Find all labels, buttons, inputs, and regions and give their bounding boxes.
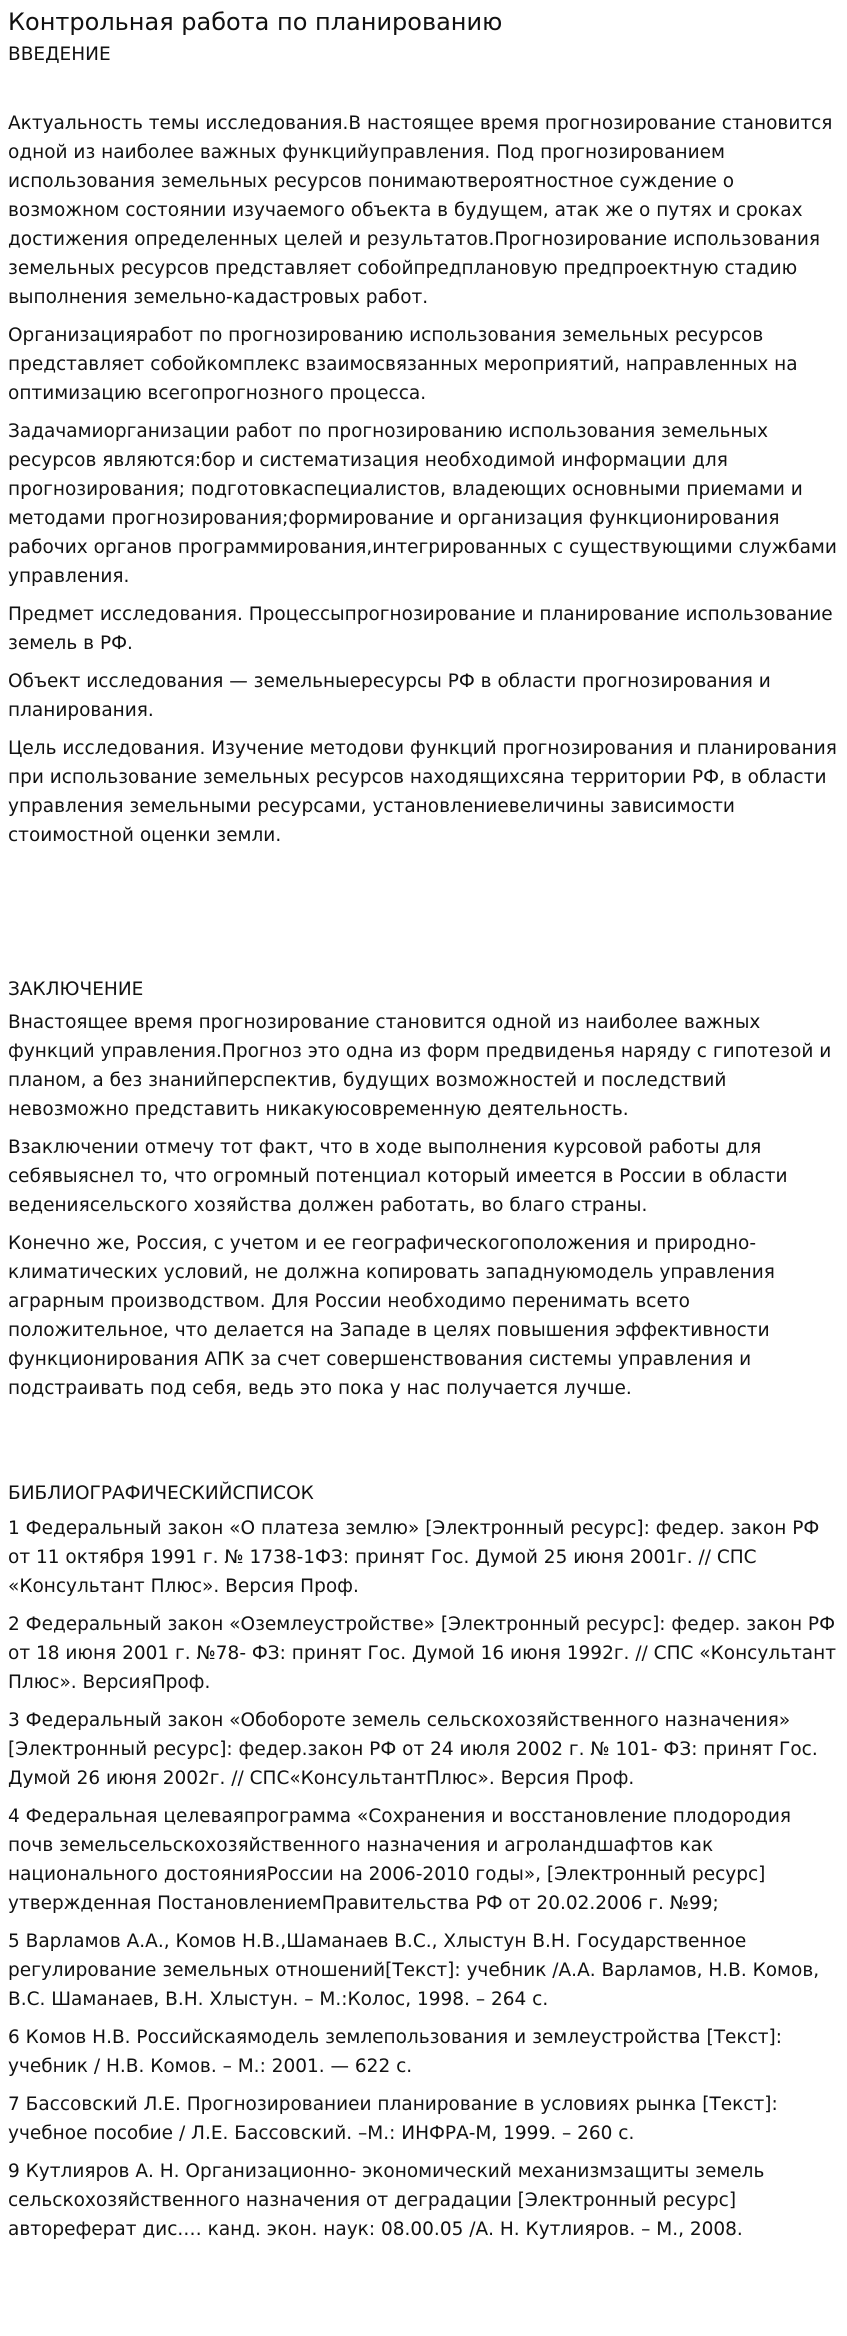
bibliography-heading: БИБЛИОГРАФИЧЕСКИЙСПИСОК xyxy=(8,1483,314,1504)
section-spacer xyxy=(8,1412,839,1479)
bibliography-item: 4 Федеральная целеваяпрограмма «Сохранения и восстановление плодородия почв земельсельскохозяйственного назначения и агроландшафтов как национального достоянияРоссии на 2006-2010 годы», [Электронный ресурс] утвержденная ПостановлениемПравительства РФ от 20.02.2006 г. №99; xyxy=(8,1806,792,1914)
introduction-paragraph: Задачамиорганизации работ по прогнозированию использования земельных ресурсов являются:бор и систематизация необходимой информации для прогнозирования; подготовкаспециалистов, владеющих основными приемами и методами прогнозирования;формирование и организация функционирования рабочих органов программирования,интегрированных с существующими службами управления. xyxy=(8,421,837,587)
introduction-heading: ВВЕДЕНИЕ xyxy=(8,44,111,65)
bibliography-list xyxy=(8,1514,839,2244)
introduction-paragraph: Актуальность темы исследования.В настоящее время прогнозирование становится одной из наиболее важных функцийуправления. Под прогнозированием использования земельных ресурсов понимаютвероятностное суждение о возможном состоянии изучаемого объекта в будущем, атак же о путях и сроках достижения определенных целей и результатов.Прогнозирование использования земельных ресурсов представляет собойпредплановую предпроектную стадию выполнения земельно-кадастровых работ. xyxy=(8,113,833,308)
introduction-section xyxy=(8,109,839,850)
introduction-paragraph: Предмет исследования. Процессыпрогнозирование и планирование использование земель в РФ. xyxy=(8,604,833,654)
conclusion-paragraph: Взаключении отмечу тот факт, что в ходе выполнения курсовой работы для себявыяснел то, что огромный потенциал который имеется в России в области ведениясельского хозяйства должен работать, во благо страны. xyxy=(8,1137,788,1216)
introduction-paragraph: Объект исследования — земельныересурсы РФ в области прогнозирования и планирования. xyxy=(8,671,771,721)
conclusion-paragraph: Внастоящее время прогнозирование становится одной из наиболее важных функций управления.Прогноз это одна из форм предвиденья наряду с гипотезой и планом, а без знанийперспектив, будущих возможностей и последствий невозможно представить никакуюсовременную деятельность. xyxy=(8,1012,832,1120)
bibliography-item: 2 Федеральный закон «Оземлеустройстве» [Электронный ресурс]: федер. закон РФ от 18 июня 2001 г. №78- ФЗ: принят Гос. Думой 16 июня 1992г. // СПС «Консультант Плюс». ВерсияПроф. xyxy=(8,1614,836,1693)
bibliography-item: 9 Кутлияров А. Н. Организационно- экономический механизмзащиты земель сельскохозяйственного назначения от деградации [Электронный ресурс] автореферат дис.… канд. экон. наук: 08.00.05 /А. Н. Кутлияров. – М., 2008. xyxy=(8,2161,765,2240)
conclusion-section xyxy=(8,1008,839,1403)
introduction-paragraph: Цель исследования. Изучение методови функций прогнозирования и планирования при использование земельных ресурсов находящихсяна территории РФ, в области управления земельными ресурсами, установлениевеличины зависимости стоимостной оценки земли. xyxy=(8,738,837,846)
conclusion-paragraph: Конечно же, Россия, с учетом и ее географическогоположения и природно-климатических условий, не должна копировать западнуюмодель управления аграрным производством. Для России необходимо перенимать всето положительное, что делается на Западе в целях повышения эффективности функционирования АПК за счет совершенствования системы управления и подстраивать под себя, ведь это пока у нас получается лучше. xyxy=(8,1233,775,1399)
bibliography-item: 6 Комов Н.В. Российскаямодель землепользования и землеустройства [Текст]: учебник / Н.В. Комов. – М.: 2001. — 622 с. xyxy=(8,2027,782,2077)
document-title: Контрольная работа по планированию xyxy=(8,8,503,36)
conclusion-heading: ЗАКЛЮЧЕНИЕ xyxy=(8,979,144,1000)
introduction-paragraph: Организацияработ по прогнозированию использования земельных ресурсов представляет собойкомплекс взаимосвязанных мероприятий, направленных на оптимизацию всегопрогнозного процесса. xyxy=(8,325,798,404)
section-spacer xyxy=(8,859,839,975)
bibliography-item: 7 Бассовский Л.Е. Прогнозированиеи планирование в условиях рынка [Текст]: учебное пособие / Л.Е. Бассовский. –М.: ИНФРА-М, 1999. – 260 с. xyxy=(8,2094,778,2144)
bibliography-item: 1 Федеральный закон «О платеза землю» [Электронный ресурс]: федер. закон РФ от 11 октября 1991 г. № 1738-1ФЗ: принят Гос. Думой 25 июня 2001г. // СПС «Консультант Плюс». Версия Проф. xyxy=(8,1518,820,1597)
bibliography-item: 3 Федеральный закон «Обобороте земель сельскохозяйственного назначения» [Электронный ресурс]: федер.закон РФ от 24 июля 2002 г. № 101- ФЗ: принят Гос. Думой 26 июня 2002г. // СПС«КонсультантПлюс». Версия Проф. xyxy=(8,1710,818,1789)
bibliography-item: 5 Варламов А.А., Комов Н.В.,Шаманаев В.С., Хлыстун В.Н. Государственное регулирование земельных отношений[Текст]: учебник /А.А. Варламов, Н.В. Комов, В.С. Шаманаев, В.Н. Хлыстун. – М.:Колос, 1998. – 264 с. xyxy=(8,1931,820,2010)
